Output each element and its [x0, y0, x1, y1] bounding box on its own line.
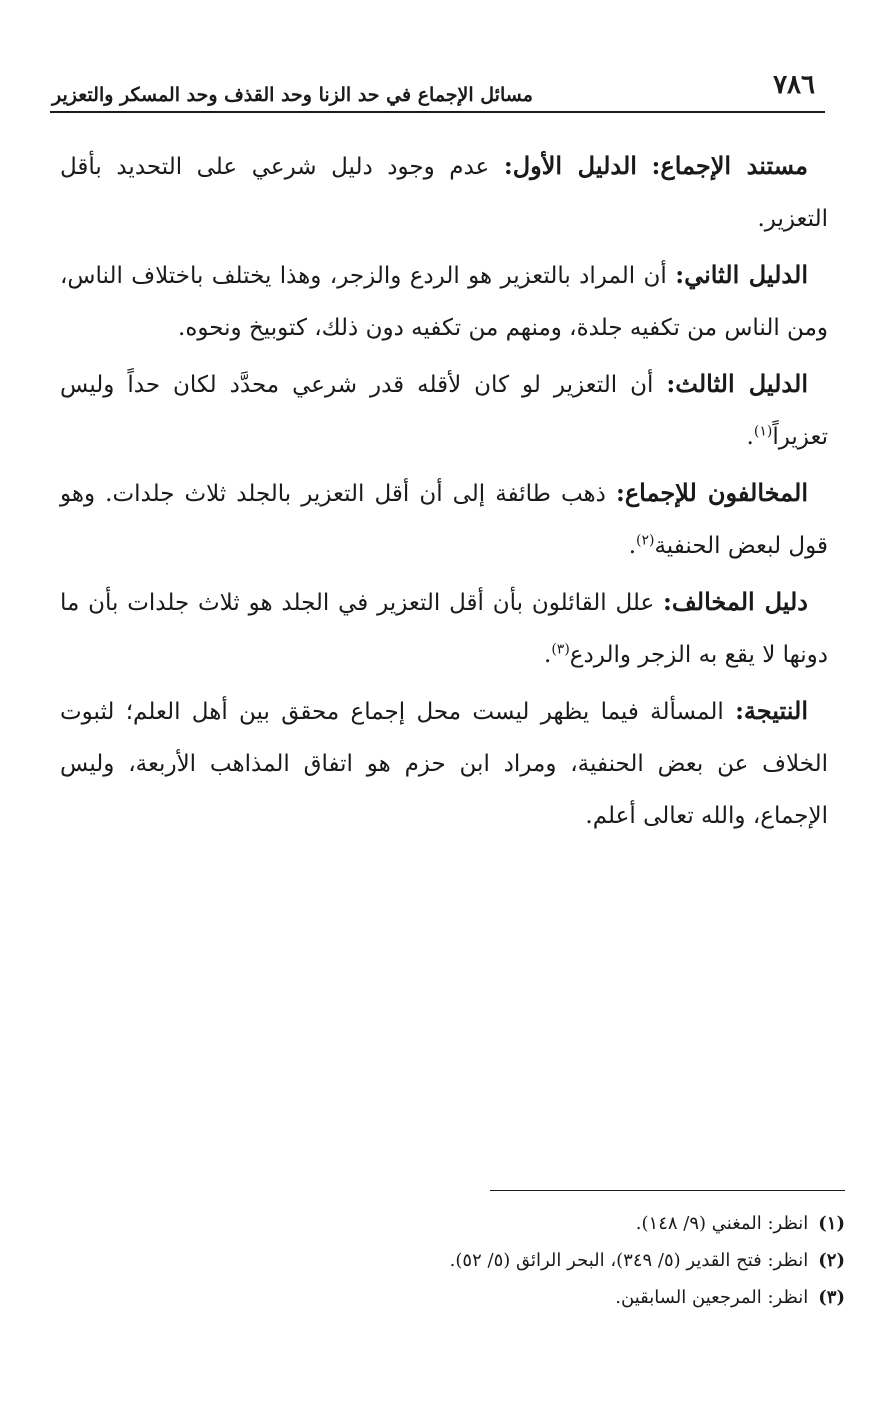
footnote-ref[interactable]: (٣)	[551, 641, 570, 658]
paragraph-lead: النتيجة:	[735, 696, 808, 725]
paragraph-end: .	[628, 533, 636, 559]
paragraph-ijma-basis	[60, 140, 828, 245]
footnote-rule	[490, 1190, 845, 1191]
paragraph-end: .	[746, 424, 754, 450]
paragraph-dissenters	[60, 467, 828, 572]
paragraph-third-evidence	[60, 358, 828, 463]
paragraph-lead-secondary: الدليل الأول:	[503, 151, 637, 180]
paragraph-lead: الدليل الثاني:	[675, 260, 809, 289]
footnote-ref[interactable]: (١)	[753, 423, 773, 440]
footnote-item	[45, 1279, 845, 1316]
header-rule	[50, 111, 825, 113]
footnote-number: (١)	[818, 1213, 845, 1234]
paragraph-second-evidence	[60, 249, 828, 354]
footnote-number: (٢)	[818, 1250, 845, 1271]
footnote-text: انظر: المرجعين السابقين.	[615, 1287, 809, 1308]
footnotes	[45, 1205, 845, 1316]
paragraph-lead: دليل المخالف:	[663, 587, 808, 616]
paragraph-lead: مستند الإجماع:	[651, 151, 809, 180]
footnote-text: انظر: المغني (٩/ ١٤٨).	[635, 1213, 809, 1234]
paragraph-lead: الدليل الثالث:	[666, 369, 809, 398]
paragraph-lead: المخالفون للإجماع:	[615, 478, 809, 507]
paragraph-text: علل القائلون بأن أقل التعزير في الجلد هو ثلاث جلدات بأن ما دونها لا يقع به الزجر والردع	[60, 590, 828, 668]
paragraph-dissent-evidence	[60, 576, 828, 681]
paragraph-text: المسألة فيما يظهر ليست محل إجماع محقق بين أهل العلم؛ لثبوت الخلاف عن بعض الحنفية، ومراد ابن حزم هو اتفاق المذاهب الأربعة، وليس الإجماع، والله تعالى أعلم.	[60, 699, 828, 829]
paragraph-text: أن التعزير لو كان لأقله قدر شرعي محدَّد لكان حداً وليس تعزيراً	[60, 372, 828, 450]
paragraph-text: عدم وجود دليل شرعي على التحديد بأقل التعزير.	[60, 154, 828, 232]
footnote-number: (٣)	[818, 1287, 845, 1308]
page-number: ٧٨٦	[773, 70, 815, 100]
paragraph-text: أن المراد بالتعزير هو الردع والزجر، وهذا يختلف باختلاف الناس، ومن الناس من تكفيه جلدة، ومنهم من تكفيه دون ذلك، كتوبيخ ونحوه.	[60, 263, 828, 341]
footnote-text: انظر: فتح القدير (٥/ ٣٤٩)، البحر الرائق (٥/ ٥٢).	[449, 1250, 809, 1271]
paragraph-end: .	[544, 642, 552, 668]
footnote-item	[45, 1242, 845, 1279]
paragraph-text: ذهب طائفة إلى أن أقل التعزير بالجلد ثلاث جلدات. وهو قول لبعض الحنفية	[60, 481, 828, 559]
running-title: مسائل الإجماع في حد الزنا وحد القذف وحد المسكر والتعزير	[52, 84, 533, 106]
paragraph-conclusion	[60, 685, 828, 842]
body-text	[60, 140, 828, 842]
running-header	[50, 70, 825, 112]
footnote-ref[interactable]: (٢)	[636, 532, 655, 549]
footnote-item	[45, 1205, 845, 1242]
